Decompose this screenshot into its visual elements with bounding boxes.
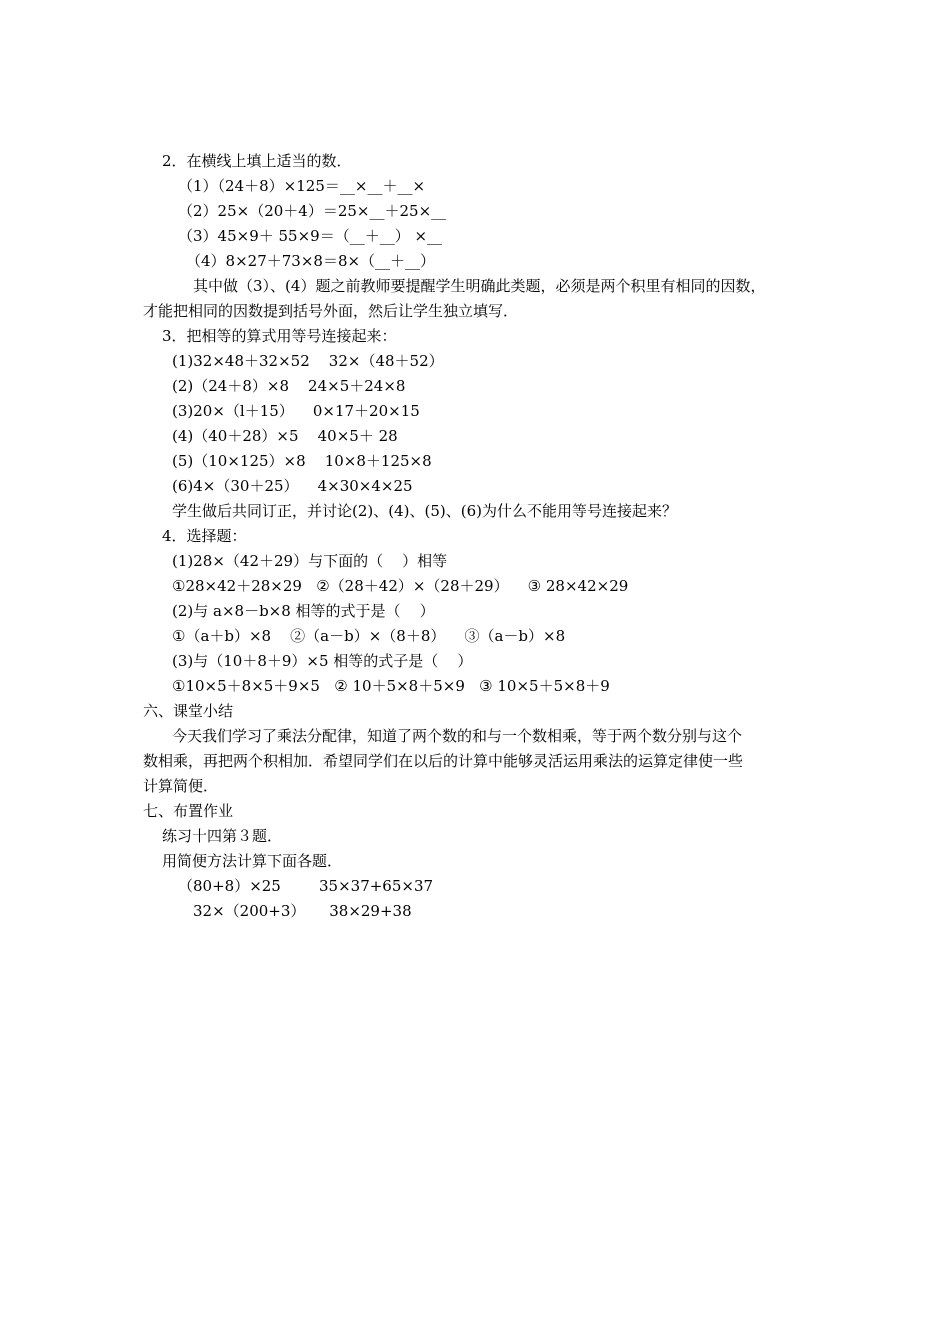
teacher-note-line-2: 才能把相同的因数提到括号外面，然后让学生独立填写． <box>143 302 519 320</box>
q4-part-2-options: ①（a＋b）×8 ②（a－b）×（8＋8） ③（a－b）×8 <box>172 627 566 645</box>
summary-line-1: 今天我们学习了乘法分配律，知道了两个数的和与一个数相乘，等于两个数分别与这个 <box>172 727 743 745</box>
homework-line-1: 练习十四第３题． <box>162 827 283 845</box>
question-4-heading: 4．选择题： <box>162 527 247 545</box>
q3-item-5: (5)（10×125）×8 10×8＋125×8 <box>172 452 432 470</box>
q2-item-3: （3）45×9＋ 55×9＝（__＋__） ×__ <box>178 227 443 245</box>
q3-item-6: (6)4×（30＋25） 4×30×4×25 <box>172 477 413 495</box>
q3-discussion: 学生做后共同订正，并讨论(2)、(4)、(5)、(6)为什么不能用等号连接起来？ <box>172 502 677 520</box>
q4-part-3: (3)与（10＋8＋9）×5 相等的式子是（ ） <box>172 652 473 670</box>
q4-part-1: (1)28×（42＋29）与下面的（ ）相等 <box>172 552 448 570</box>
q3-item-3: (3)20×（l＋15） 0×17＋20×15 <box>172 402 420 420</box>
section-7-heading: 七、布置作业 <box>143 802 234 820</box>
q4-part-1-options: ①28×42＋28×29 ②（28＋42）×（28＋29） ③ 28×42×29 <box>172 577 629 595</box>
section-6-heading: 六、课堂小结 <box>143 702 234 720</box>
q2-item-2: （2）25×（20＋4）＝25×__＋25×__ <box>178 202 447 220</box>
q4-part-3-options: ①10×5＋8×5＋9×5 ② 10＋5×8＋5×9 ③ 10×5＋5×8＋9 <box>172 677 610 695</box>
q2-item-1: （1）（24＋8）×125＝__×__＋__× <box>178 177 426 195</box>
summary-line-3: 计算简便． <box>143 777 219 795</box>
summary-line-2: 数相乘，再把两个积相加．希望同学们在以后的计算中能够灵活运用乘法的运算定律使一些 <box>143 752 744 770</box>
q3-item-1: (1)32×48＋32×52 32×（48＋52） <box>172 352 444 370</box>
q4-part-2: (2)与 a×8－b×8 相等的式于是（ ） <box>172 602 435 620</box>
homework-line-2: 用简便方法计算下面各题． <box>162 852 343 870</box>
question-3-heading: 3．把相等的算式用等号连接起来： <box>162 327 397 345</box>
q2-item-4: （4）8×27＋73×8＝8×（__＋__） <box>186 252 436 270</box>
homework-problems-1: （80+8）×25 35×37+65×37 <box>178 877 434 895</box>
q3-item-4: (4)（40＋28）×5 40×5＋ 28 <box>172 427 398 445</box>
question-2-heading: 2．在横线上填上适当的数． <box>162 152 352 170</box>
q3-item-2: (2)（24＋8）×8 24×5＋24×8 <box>172 377 406 395</box>
homework-problems-2: 32×（200+3） 38×29+38 <box>193 902 412 920</box>
teacher-note-line-1: 其中做（3）、(4）题之前教师要提醒学生明确此类题，必须是两个积里有相同的因数， <box>193 277 766 295</box>
